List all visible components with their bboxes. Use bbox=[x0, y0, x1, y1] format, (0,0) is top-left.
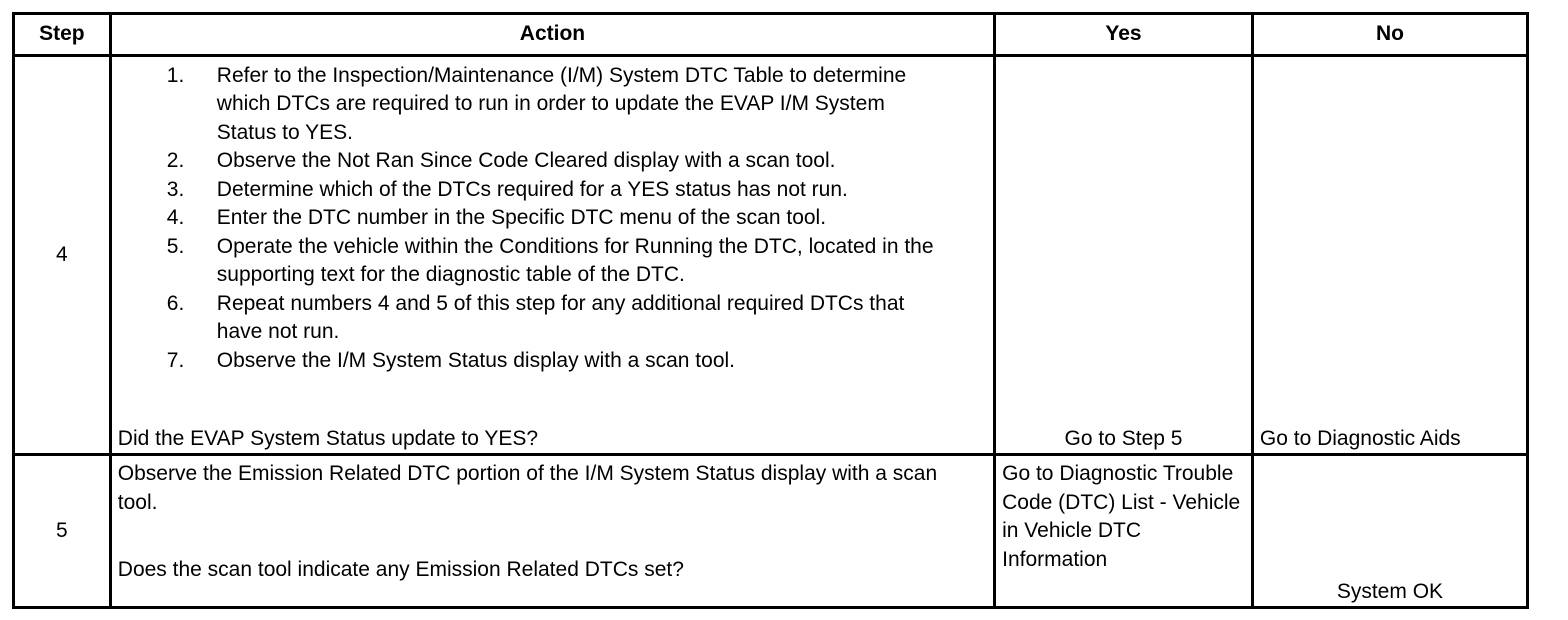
action-cell bbox=[110, 455, 994, 608]
action-instruction: Observe the Emission Related DTC portion of the I/M System Status display with a scan tool. bbox=[117, 462, 938, 514]
yes-result: Go to Step 5 bbox=[1064, 426, 1183, 450]
list-item-number: 6. bbox=[166, 291, 185, 315]
list-item bbox=[167, 233, 947, 290]
list-item-text: Refer to the Inspection/Maintenance (I/M) System DTC Table to determine which DTCs are required to run in order to update the EVAP I/M System Status to YES. bbox=[216, 63, 907, 144]
table-row-step-5 bbox=[14, 455, 1528, 608]
no-result: System OK bbox=[1336, 579, 1444, 603]
list-item bbox=[167, 290, 947, 347]
action-question: Did the EVAP System Status update to YES? bbox=[117, 426, 539, 450]
list-item bbox=[167, 62, 947, 148]
action-cell bbox=[110, 55, 994, 455]
list-item-number: 1. bbox=[166, 63, 185, 87]
list-item bbox=[167, 176, 947, 205]
header-row bbox=[14, 14, 1528, 56]
list-item-number: 5. bbox=[166, 234, 185, 258]
list-item-text: Enter the DTC number in the Specific DTC menu of the scan tool. bbox=[216, 206, 827, 230]
diagnostic-table bbox=[12, 12, 1529, 609]
header-yes: Yes bbox=[995, 14, 1253, 56]
no-result: Go to Diagnostic Aids bbox=[1259, 426, 1461, 450]
action-steps-list bbox=[167, 62, 947, 376]
list-item-number: 4. bbox=[166, 206, 185, 230]
list-item bbox=[167, 147, 947, 176]
list-item bbox=[167, 204, 947, 233]
action-question: Does the scan tool indicate any Emission Related DTCs set? bbox=[117, 558, 684, 582]
no-cell bbox=[1252, 55, 1527, 455]
header-no: No bbox=[1252, 14, 1527, 56]
list-item-text: Operate the vehicle within the Conditions for Running the DTC, located in the supporting text for the diagnostic table of the DTC. bbox=[216, 234, 934, 287]
list-item bbox=[167, 347, 947, 376]
list-item-number: 7. bbox=[166, 348, 185, 372]
step-number: 5 bbox=[14, 455, 111, 608]
list-item-text: Observe the Not Ran Since Code Cleared display with a scan tool. bbox=[216, 149, 836, 173]
header-step: Step bbox=[14, 14, 111, 56]
list-item-text: Repeat numbers 4 and 5 of this step for any additional required DTCs that have not run. bbox=[216, 291, 905, 344]
list-item-number: 2. bbox=[166, 149, 185, 173]
no-cell bbox=[1252, 455, 1527, 608]
list-item-number: 3. bbox=[166, 177, 185, 201]
step-number: 4 bbox=[14, 55, 111, 455]
table-row-step-4 bbox=[14, 55, 1528, 455]
list-item-text: Determine which of the DTCs required for a YES status has not run. bbox=[216, 177, 848, 201]
header-action: Action bbox=[110, 14, 994, 56]
list-item-text: Observe the I/M System Status display with a scan tool. bbox=[216, 348, 736, 372]
yes-result: Go to Diagnostic Trouble Code (DTC) List - Vehicle in Vehicle DTC Information bbox=[1002, 462, 1241, 571]
yes-cell bbox=[995, 455, 1253, 608]
yes-cell bbox=[995, 55, 1253, 455]
